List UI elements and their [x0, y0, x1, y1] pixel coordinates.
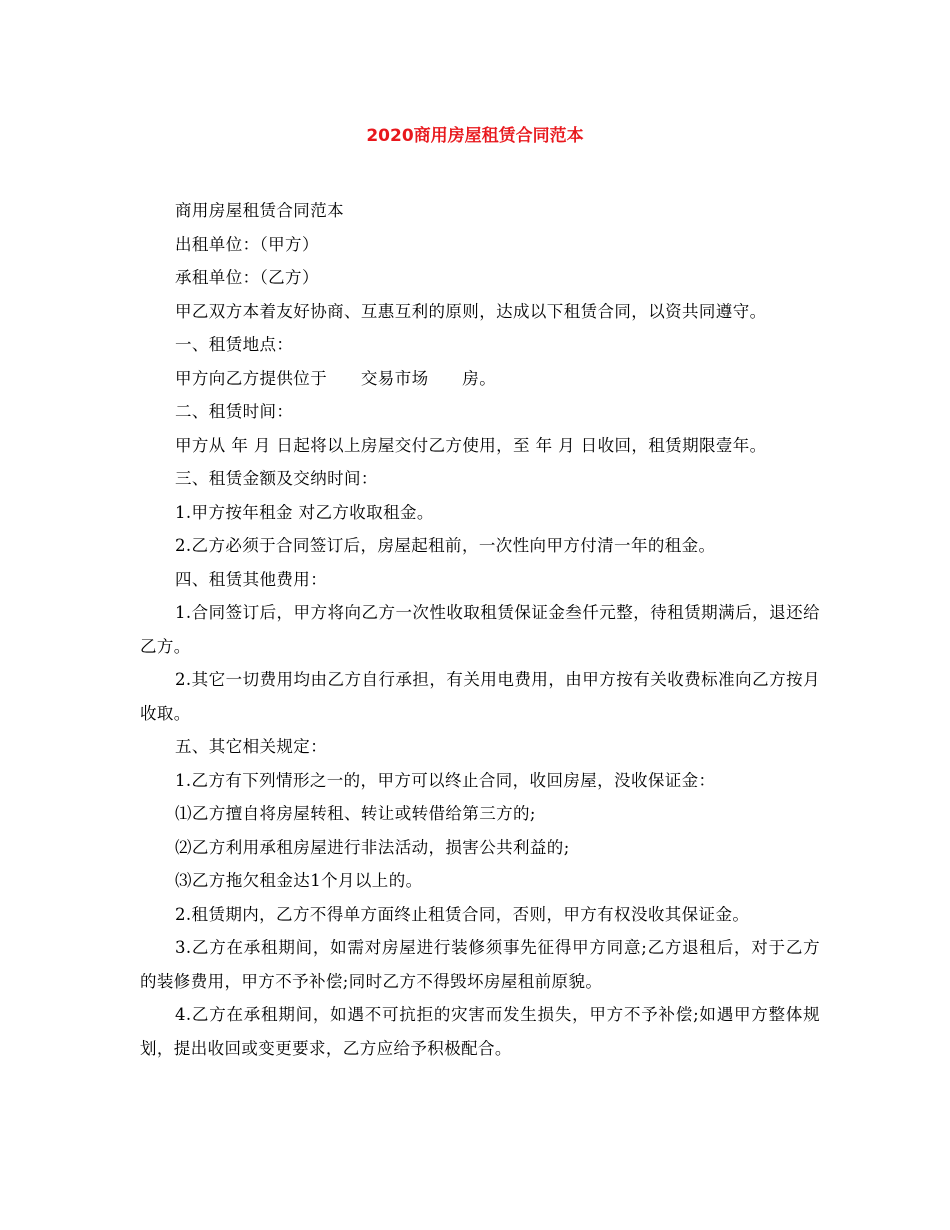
paragraph-term: 甲方从 年 月 日起将以上房屋交付乙方使用，至 年 月 日收回，租赁期限壹年。	[175, 435, 767, 455]
section-heading-rent: 三、租赁金额及交纳时间：	[175, 469, 378, 488]
paragraph-preamble: 甲乙双方本着友好协商、互惠互利的原则，达成以下租赁合同，以资共同遵守。	[175, 301, 767, 321]
paragraph-rules-1-b: ⑵乙方利用承租房屋进行非法活动，损害公共利益的;	[175, 837, 570, 857]
section-heading-rules: 五、其它相关规定：	[175, 737, 328, 756]
paragraph-fees-2: 2.其它一切费用均由乙方自行承担，有关用电费用，由甲方按有关收费标准向乙方按月收取。	[140, 670, 820, 723]
paragraph-fees-1: 1.合同签订后，甲方将向乙方一次性收取租赁保证金叁仟元整，待租赁期满后，退还给乙方。	[140, 603, 820, 656]
paragraph-rules-1: 1.乙方有下列情形之一的，甲方可以终止合同，收回房屋，没收保证金：	[175, 770, 716, 790]
paragraph-lessor: 出租单位：（甲方）	[175, 234, 319, 254]
document-body	[140, 194, 820, 1065]
section-heading-term: 二、租赁时间：	[175, 402, 294, 421]
paragraph-rent-1: 1.甲方按年租金 对乙方收取租金。	[175, 502, 434, 522]
section-heading-fees: 四、租赁其他费用：	[175, 569, 328, 589]
paragraph-rules-2: 2.租赁期内，乙方不得单方面终止租赁合同，否则，甲方有权没收其保证金。	[175, 904, 750, 924]
paragraph-rules-1-c: ⑶乙方拖欠租金达1个月以上的。	[175, 871, 423, 890]
paragraph-rules-4: 4.乙方在承租期间，如遇不可抗拒的灾害而发生损失，甲方不予补偿;如遇甲方整体规划，提出收回或变更要求，乙方应给予积极配合。	[140, 1005, 820, 1058]
paragraph-location: 甲方向乙方提供位于 交易市场 房。	[175, 368, 497, 388]
paragraph-heading: 商用房屋租赁合同范本	[175, 201, 344, 220]
paragraph-rules-1-a: ⑴乙方擅自将房屋转租、转让或转借给第三方的;	[175, 804, 536, 823]
paragraph-rules-3: 3.乙方在承租期间，如需对房屋进行装修须事先征得甲方同意;乙方退租后，对于乙方的装修费用，甲方不予补偿;同时乙方不得毁坏房屋租前原貌。	[140, 938, 820, 991]
paragraph-lessee: 承租单位：（乙方）	[175, 268, 319, 287]
paragraph-rent-2: 2.乙方必须于合同签订后，房屋起租前，一次性向甲方付清一年的租金。	[175, 536, 716, 555]
section-heading-location: 一、租赁地点：	[175, 335, 294, 354]
document-title: 2020商用房屋租赁合同范本	[366, 126, 584, 146]
